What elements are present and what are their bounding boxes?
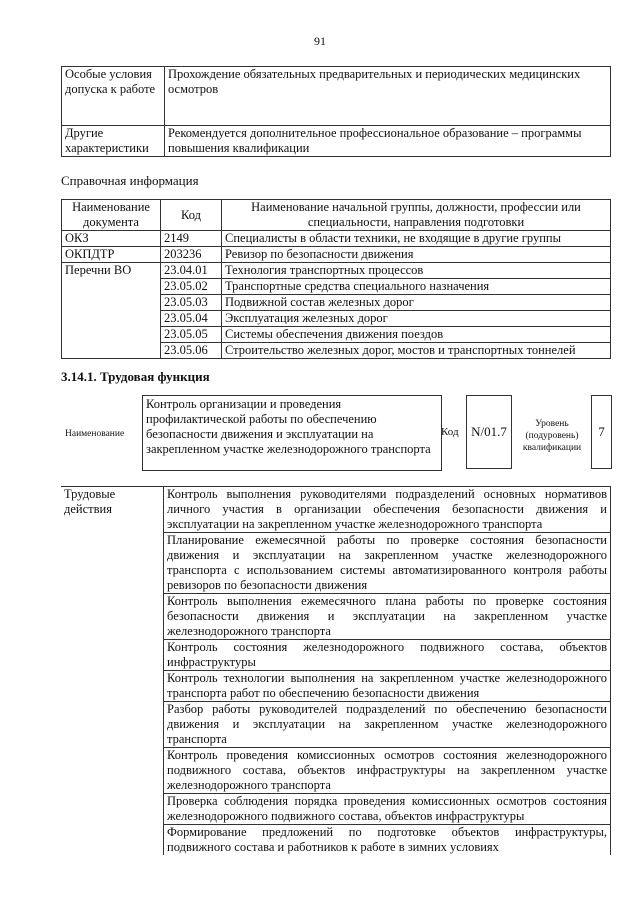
name-cell: Строительство железных дорог, мостов и транспортных тоннелей <box>222 343 611 359</box>
name-cell: Ревизор по безопасности движения <box>222 247 611 263</box>
name-cell: Эксплуатация железных дорог <box>222 311 611 327</box>
action-item: Контроль технологии выполнения на закрепленном участке железнодорожного транспорта работ по обеспечению безопасности движения <box>164 671 611 702</box>
header-name: Наименование начальной группы, должности, профессии или специальности, направления подготовки <box>222 200 611 231</box>
table-header-row <box>62 200 611 231</box>
header-document: Наименование документа <box>62 200 161 231</box>
action-item: Разбор работы руководителей подразделений по обеспечению безопасности движения и эксплуатации на закрепленном участке железнодорожного транспорта <box>164 702 611 748</box>
actions-table <box>61 486 611 855</box>
code-cell: 23.05.04 <box>161 311 222 327</box>
name-cell: Специалисты в области техники, не входящие в другие группы <box>222 231 611 247</box>
name-cell: Технология транспортных процессов <box>222 263 611 279</box>
condition-value: Рекомендуется дополнительное профессиональное образование – программы повышения квалификации <box>165 126 611 157</box>
function-name-value: Контроль организации и проведения профилактической работы по обеспечению безопасности движения и эксплуатации на закрепленном участке железнодорожного транспорта <box>142 395 442 471</box>
table-row <box>62 67 611 126</box>
code-cell: 23.05.03 <box>161 295 222 311</box>
function-level-label: Уровень (подуровень) квалификации <box>522 419 582 453</box>
action-item: Проверка соблюдения порядка проведения комиссионных осмотров состояния железнодорожного подвижного состава, объектов инфраструктуры <box>164 794 611 825</box>
code-cell: 23.04.01 <box>161 263 222 279</box>
table-row <box>61 487 611 533</box>
conditions-table <box>61 66 611 157</box>
action-item: Формирование предложений по подготовке объектов инфраструктуры, подвижного состава и работников к работе в зимних условиях <box>164 825 611 856</box>
code-cell: 2149 <box>161 231 222 247</box>
condition-label: Особые условия допуска к работе <box>62 67 165 126</box>
function-level-value: 7 <box>591 395 612 469</box>
action-item: Контроль выполнения руководителями подразделений основных нормативов личного участия в организации обеспечения безопасности движения и эксплуатации на закрепленном участке железнодорожного транспорта <box>164 487 611 533</box>
action-item: Контроль проведения комиссионных осмотров состояния железнодорожного подвижного состава, объектов инфраструктуры на закрепленном участке железнодорожного транспорта <box>164 748 611 794</box>
code-cell: 23.05.05 <box>161 327 222 343</box>
action-item: Планирование ежемесячной работы по проверке состояния безопасности движения и эксплуатации на закрепленном участке железнодорожного транспорта с использованием системы автоматизированного контроля работы ревизоров по безопасности движения <box>164 533 611 594</box>
table-row <box>62 247 611 263</box>
table-row <box>62 231 611 247</box>
name-cell: Транспортные средства специального назначения <box>222 279 611 295</box>
function-heading: 3.14.1. Трудовая функция <box>61 369 210 384</box>
reference-table <box>61 199 611 359</box>
action-item: Контроль выполнения ежемесячного плана работы по проверке состояния безопасности движения и эксплуатации на закрепленном участке железнодорожного транспорта <box>164 594 611 640</box>
name-cell: Системы обеспечения движения поездов <box>222 327 611 343</box>
code-cell: 23.05.06 <box>161 343 222 359</box>
reference-heading: Справочная информация <box>61 173 199 188</box>
doc-cell: Перечни ВО <box>62 263 161 359</box>
name-cell: Подвижной состав железных дорог <box>222 295 611 311</box>
table-row <box>62 126 611 157</box>
action-item: Контроль состояния железнодорожного подвижного состава, объектов инфраструктуры <box>164 640 611 671</box>
actions-label: Трудовые действия <box>61 487 164 856</box>
function-code-label: Код <box>441 426 459 438</box>
header-code: Код <box>161 200 222 231</box>
function-name-label: Наименование <box>65 429 125 439</box>
doc-cell: ОКПДТР <box>62 247 161 263</box>
condition-value: Прохождение обязательных предварительных и периодических медицинских осмотров <box>165 67 611 126</box>
condition-label: Другие характеристики <box>62 126 165 157</box>
page-number: 91 <box>314 34 326 48</box>
code-cell: 23.05.02 <box>161 279 222 295</box>
table-row <box>62 263 611 279</box>
function-code-value: N/01.7 <box>466 395 512 469</box>
code-cell: 203236 <box>161 247 222 263</box>
doc-cell: ОКЗ <box>62 231 161 247</box>
